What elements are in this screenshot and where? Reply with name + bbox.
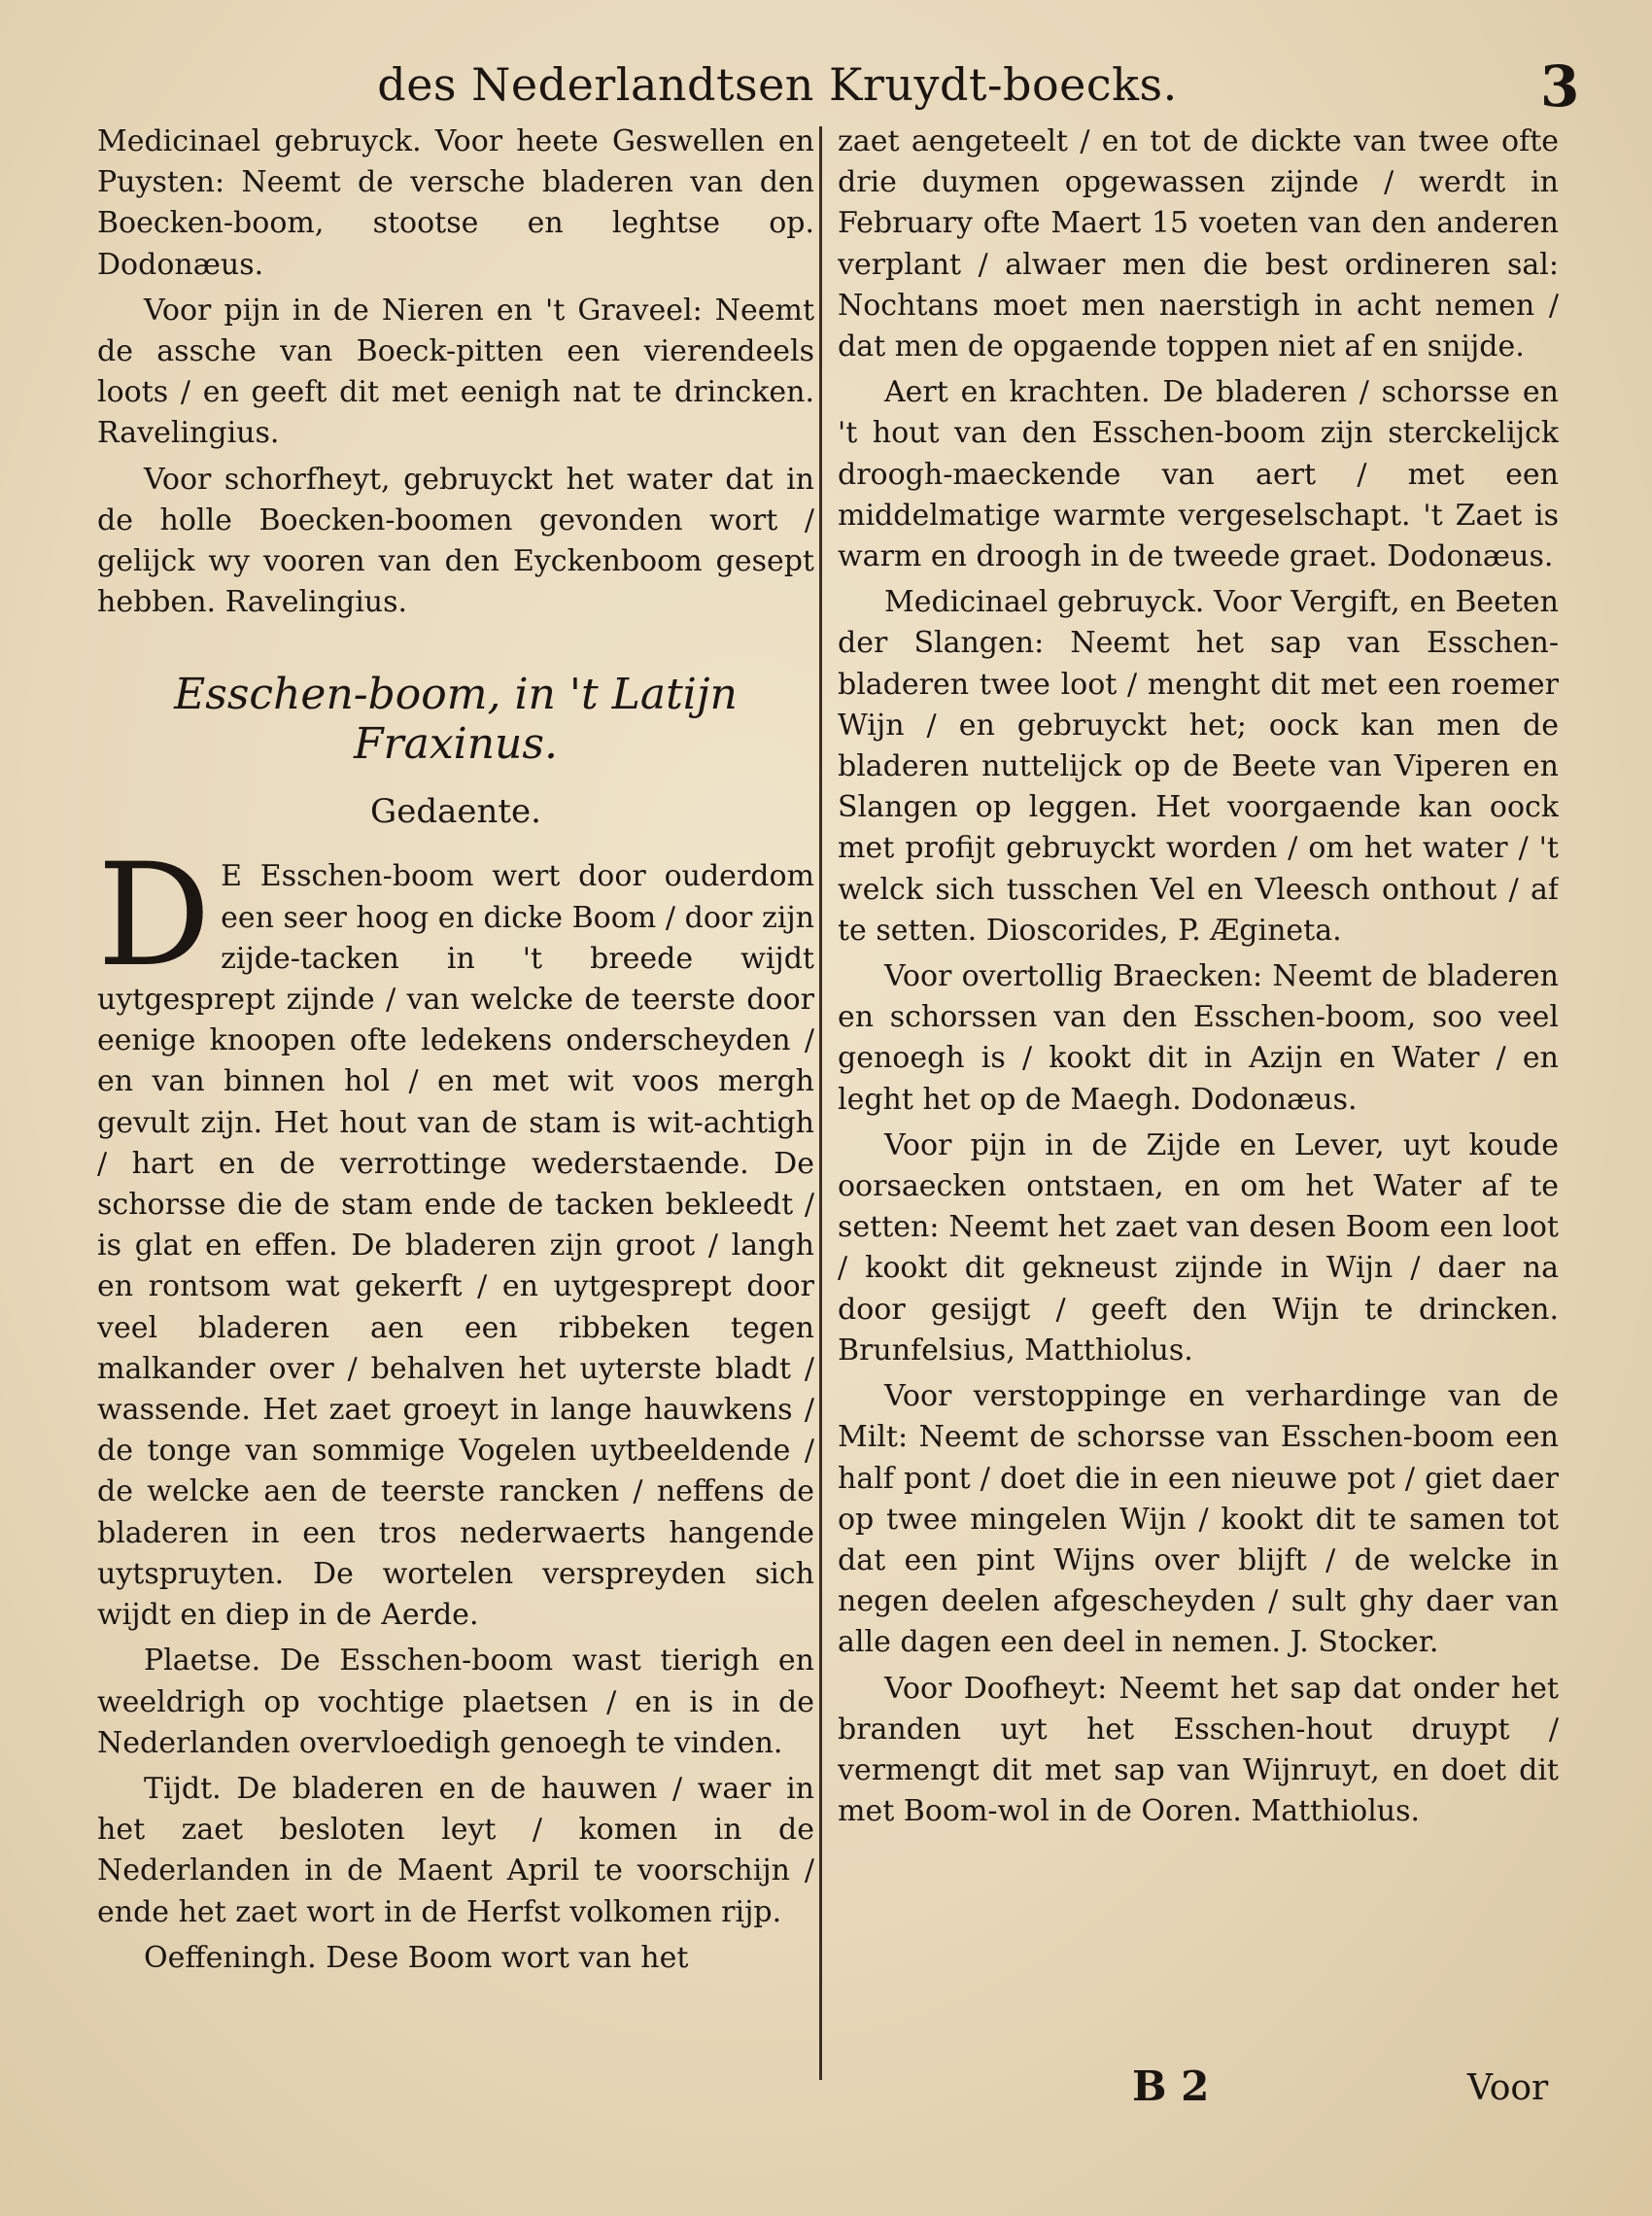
- column-divider: [819, 126, 822, 2080]
- paragraph-plaetse: Plaetse. De Esschen-boom wast tierigh en weeldrigh op vochtige plaetsen / en is in de Nederlanden overvloedigh genoegh te vinden.: [97, 1644, 814, 1760]
- paragraph-zaet-aengeteelt: zaet aengeteelt / en tot de dickte van twee ofte drie duymen opgewassen zijnde / werdt in February ofte Maert 15 voeten van den anderen verplant / alwaer men die best ordineren sal: Nochtans moet men naerstigh in acht nemen / dat men de opgaende toppen niet af en snijde.: [838, 124, 1559, 364]
- paragraph-medicinael-boecken: Medicinael gebruyck. Voor heete Geswellen en Puysten: Neemt de versche bladeren van den Boecken-boom, stootse en leghtse op. Dodonæus.: [97, 124, 814, 282]
- section-title-esschen-boom: Esschen-boom, in 't Latijn Fraxinus.: [174, 670, 738, 770]
- paragraph-milt: Voor verstoppinge en verhardinge van de Milt: Neemt de schorsse van Esschen-boom een half pont / doet die in een nieuwe pot / giet daer op twee mingelen Wijn / kookt dit te samen tot dat een pint Wijns over blijft / de welcke in negen deelen afgescheyden / sult ghy daer van alle dagen een deel in nemen. J. Stocker.: [838, 1379, 1559, 1660]
- paragraph-vergift-slangen: Medicinael gebruyck. Voor Vergift, en Beeten der Slangen: Neemt het sap van Esschen-bladeren twee loot / menght dit met een roemer Wijn / en gebruyckt het; oock kan men de bladeren nuttelijck op de Beete van Viperen en Slangen op leggen. Het voorgaende kan oock met profijt gebruyckt worden / om het water / 't welck sich tusschen Vel en Vleesch onthout / af te setten. Dioscorides, P. Ægineta.: [838, 585, 1559, 948]
- paragraph-gedaente: [97, 833, 814, 1636]
- paragraph-braecken: Voor overtollig Braecken: Neemt de bladeren en schorssen van den Esschen-boom, soo veel genoegh is / kookt dit in Azijn en Water / en leght het op de Maegh. Dodonæus.: [838, 959, 1559, 1117]
- gedaente-body: E Esschen-boom wert door ouderdom een seer hoog en dicke Boom / door zijn zijde-tacken in 't breede wijdt uytgesprept zijnde / van welcke de teerste door eenige knoopen ofte ledekens onderscheyden / en van binnen hol / en met wit voos mergh gevult zijn. Het hout van de stam is wit-achtigh / hart en de verrottinge wederstaende. De schorsse die de stam ende de tacken bekleedt / is glat en effen. De bladeren zijn groot / langh en rontsom wat gekerft / en uytgesprept door veel bladeren aen een ribbeken tegen malkander over / behalven het uyterste bladt / wassende. Het zaet groeyt in lange hauwkens / de tonge van sommige Vogelen uytbeeldende / de welcke aen de teerste rancken / neffens de bladeren in een tros nederwaerts hangende uytspruyten. De wortelen verspreyden sich wijdt en diep in de Aerde.: [97, 859, 814, 1633]
- paragraph-aert-krachten: Aert en krachten. De bladeren / schorsse en 't hout van den Esschen-boom zijn sterckelijck droogh-maeckende van aert / met een middelmatige warmte vergeselschapt. 't Zaet is warm en droogh in de tweede graet. Dodonæus.: [838, 375, 1559, 574]
- section-subtitle-gedaente: Gedaente.: [370, 792, 541, 832]
- paragraph-oeffeningh: Oeffeningh. Dese Boom wort van het: [144, 1940, 689, 1975]
- paragraph-nieren-graveel: Voor pijn in de Nieren en 't Graveel: Neemt de assche van Boeck-pitten een vierendeels loots / en geeft dit met eenigh nat te drincken. Ravelingius.: [97, 293, 814, 451]
- paragraph-doofheyt: Voor Doofheyt: Neemt het sap dat onder het branden uyt het Esschen-hout druypt / vermengt dit met sap van Wijnruyt, en doet dit met Boom-wol in de Ooren. Matthiolus.: [838, 1671, 1559, 1829]
- paragraph-tijdt: Tijdt. De bladeren en de hauwen / waer in het zaet besloten leyt / komen in de Nederlanden in de Maent April te voorschijn / ende het zaet wort in de Herfst volkomen rijp.: [97, 1771, 814, 1929]
- drop-cap: D: [97, 833, 212, 999]
- running-header: des Nederlandtsen Kruydt-boecks.: [377, 58, 1178, 111]
- page-number: 3: [1540, 53, 1580, 120]
- right-column: [838, 121, 1559, 2075]
- signature-mark: B 2: [1132, 2062, 1210, 2110]
- paragraph-zijde-lever: Voor pijn in de Zijde en Lever, uyt koude oorsaecken ontstaen, en om het Water af te setten: Neemt het zaet van desen Boom een loot / kookt dit gekneust zijnde in Wijn / daer na door gesijgt / geeft den Wijn te drincken. Brunfelsius, Matthiolus.: [838, 1127, 1559, 1368]
- left-column: [97, 121, 814, 2075]
- catchword: Voor: [1467, 2068, 1549, 2108]
- paragraph-schorfheyt: Voor schorfheyt, gebruyckt het water dat in de holle Boecken-boomen gevonden wort / gelijck wy vooren van den Eyckenboom gesept hebben. Ravelingius.: [97, 462, 814, 620]
